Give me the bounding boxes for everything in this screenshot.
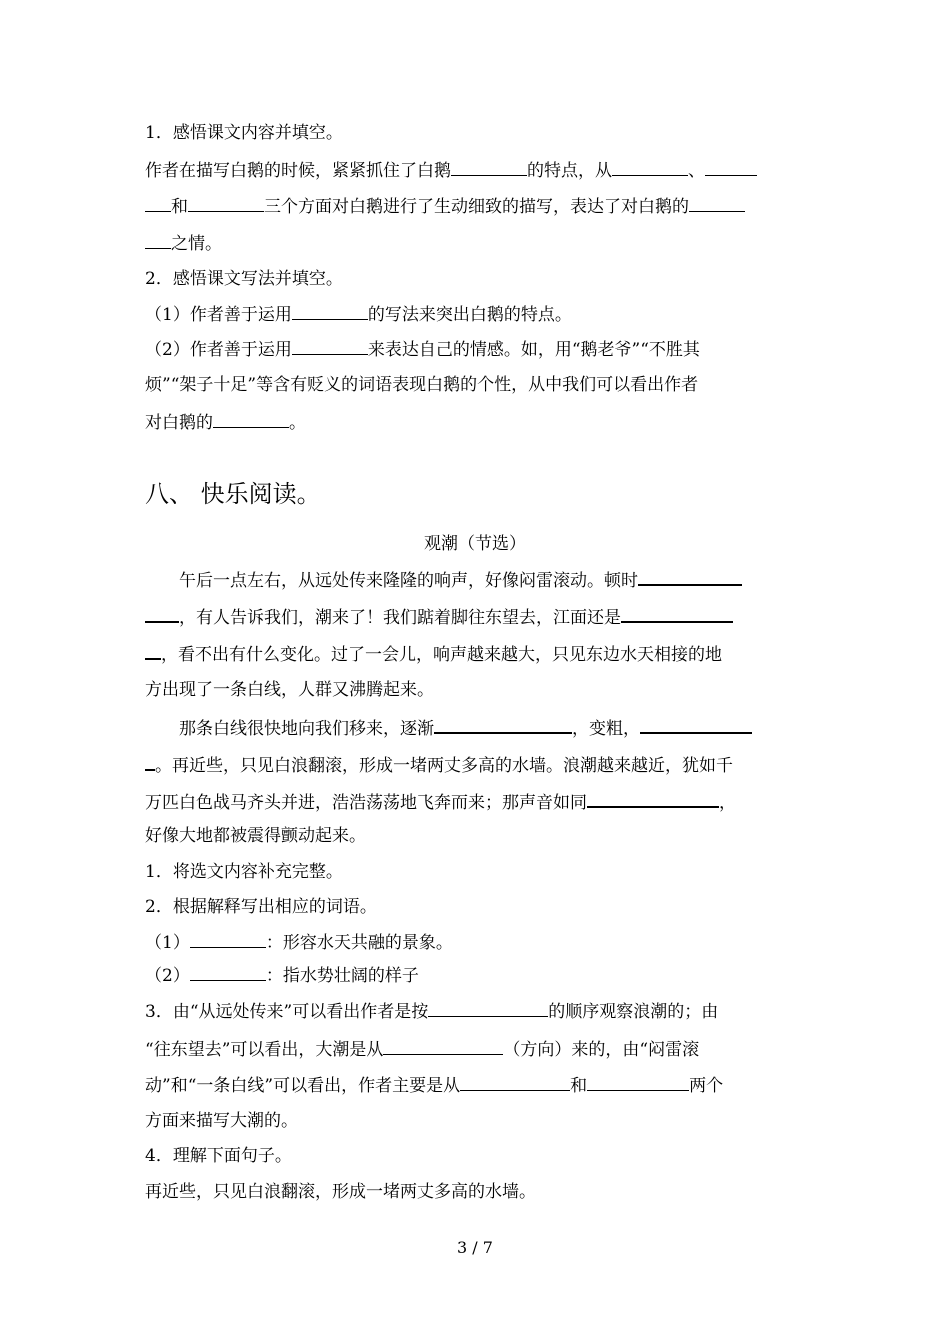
q1-title: 1．感悟课文内容并填空。: [145, 123, 343, 143]
s8-q1: 1．将选文内容补充完整。: [145, 862, 343, 882]
blank[interactable]: [612, 157, 688, 176]
q2-2-line-2: 烦”“架子十足”等含有贬义的词语表现白鹅的个性，从中我们可以看出作者: [145, 375, 699, 395]
q1-line-2: 和 三个方面对白鹅进行了生动细致的描写，表达了对白鹅的: [145, 193, 805, 219]
blank[interactable]: [460, 1072, 570, 1091]
passage-p2-line-4: 好像大地都被震得颤动起来。: [145, 826, 366, 846]
s8-q3-line-1: 3．由“从远处传来”可以看出作者是按 的顺序观察浪潮的；由: [145, 998, 805, 1024]
blank[interactable]: [292, 336, 368, 355]
q1-line-1: 作者在描写白鹅的时候，紧紧抓住了白鹅 的特点，从 、: [145, 157, 805, 183]
passage-p1-line-3: ，看不出有什么变化。过了一会儿，响声越来越大，只见东边水天相接的地: [145, 640, 805, 666]
section-heading: 八、 快乐阅读。: [145, 480, 321, 508]
blank[interactable]: [428, 998, 548, 1017]
blank[interactable]: [145, 230, 171, 249]
s8-q3-line-3: 动”和“一条白线”可以看出，作者主要是从 和 两个: [145, 1072, 805, 1098]
s8-q4: 4．理解下面句子。: [145, 1146, 292, 1166]
blank[interactable]: [190, 929, 266, 948]
passage-p2-line-1: 那条白线很快地向我们移来，逐渐 ，变粗，: [145, 714, 839, 740]
passage-title: 观潮（节选）: [424, 534, 526, 554]
page-number: 3 / 7: [457, 1238, 493, 1257]
q2-2-line-3: 对白鹅的 。: [145, 409, 805, 435]
blank[interactable]: [587, 788, 719, 808]
blank[interactable]: [451, 157, 527, 176]
blank[interactable]: [188, 193, 264, 212]
blank[interactable]: [621, 603, 733, 623]
passage-p1-line-2: ，有人告诉我们，潮来了！我们踮着脚往东望去，江面还是: [145, 603, 805, 629]
q1-line-3: 之情。: [145, 230, 805, 256]
s8-q3-line-4: 方面来描写大潮的。: [145, 1111, 298, 1131]
blank[interactable]: [640, 714, 752, 734]
blank[interactable]: [145, 751, 155, 771]
blank[interactable]: [638, 566, 742, 586]
q2-title: 2．感悟课文写法并填空。: [145, 269, 343, 289]
blank[interactable]: [689, 193, 745, 212]
q2-1: （1）作者善于运用 的写法来突出白鹅的特点。: [145, 301, 805, 327]
s8-q2: 2．根据解释写出相应的词语。: [145, 897, 377, 917]
blank[interactable]: [145, 603, 179, 623]
passage-p1-line-4: 方出现了一条白线，人群又沸腾起来。: [145, 680, 434, 700]
blank[interactable]: [292, 301, 368, 320]
blank[interactable]: [145, 193, 171, 212]
s8-q4-sentence: 再近些，只见白浪翻滚，形成一堵两丈多高的水墙。: [145, 1182, 536, 1202]
s8-q2-2: （2） ：指水势壮阔的样子: [145, 962, 805, 988]
s8-q2-1: （1） ：形容水天共融的景象。: [145, 929, 805, 955]
s8-q3-line-2: “往东望去”可以看出，大潮是从 （方向）来的，由“闷雷滚: [145, 1036, 805, 1062]
blank[interactable]: [434, 714, 572, 734]
q2-2-line-1: （2）作者善于运用 来表达自己的情感。如，用“鹅老爷”“不胜其: [145, 336, 805, 362]
blank[interactable]: [190, 962, 266, 981]
blank[interactable]: [145, 640, 161, 660]
passage-p2-line-3: 万匹白色战马齐头并进，浩浩荡荡地飞奔而来；那声音如同 ，: [145, 788, 805, 814]
blank[interactable]: [213, 409, 289, 428]
passage-p2-line-2: 。再近些，只见白浪翻滚，形成一堵两丈多高的水墙。浪潮越来越近，犹如千: [145, 751, 805, 777]
blank[interactable]: [587, 1072, 689, 1091]
blank[interactable]: [383, 1036, 503, 1055]
blank[interactable]: [705, 157, 757, 176]
passage-p1-line-1: 午后一点左右，从远处传来隆隆的响声，好像闷雷滚动。顿时: [145, 566, 839, 592]
